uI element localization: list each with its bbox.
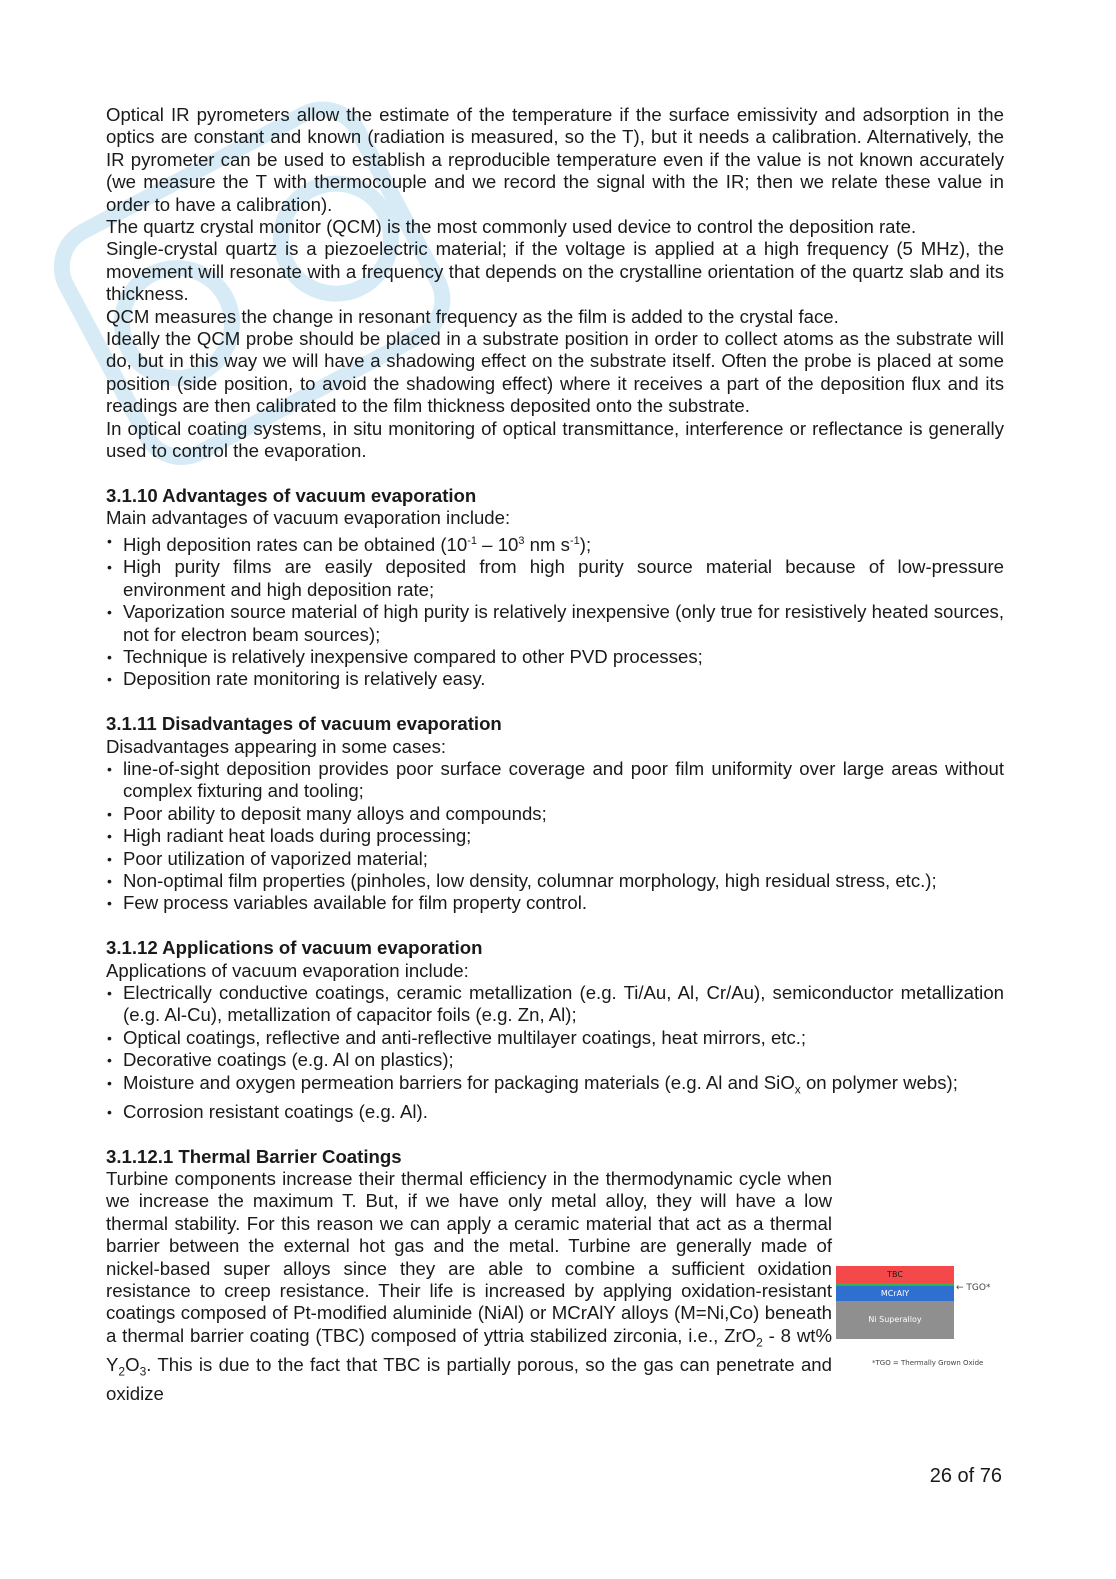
intro-paragraph: Ideally the QCM probe should be placed in a substrate position in order to collect atoms as the substrate will do, but in this way we will have a shadowing effect on the substrate itself. Often the probe is placed at some position (side position, to avoid the shadowing effect) where it receives a part of the deposition flux and its readings are then calibrated to the film thickness deposited onto the substrate. [106,328,1004,417]
disadvantages-list [106,758,1004,915]
list-item: • Few process variables available for film property control. [106,892,1004,914]
page-content [106,104,1004,1405]
section-heading: 3.1.12 Applications of vacuum evaporation [106,937,483,959]
intro-paragraph: QCM measures the change in resonant frequency as the film is added to the crystal face. [106,305,839,327]
tbc-paragraph: TBC MCrAlY Ni Superalloy ← TGO* *TGO = Thermally Grown Oxide Turbine components increase their thermal efficiency in the thermodynamic cycle when we increase the maximum T. But, if we have only metal alloy, they will have a low thermal stability. For this reason we can apply a ceramic material that act as a thermal barrier between the external hot gas and the metal. Turbine are generally made of nickel-based super alloys since they are able to combine a sufficient oxidation resistance to creep resistance. Their life is increased by applying oxidation-resistant coatings composed of Pt-modified aluminide (NiAl) or MCrAlY alloys (M=Ni,Co) beneath a thermal barrier coating (TBC) composed of yttria stabilized zirconia, i.e., ZrO$_2$ - 8 wt% $Y_2O_3$. This is due to the fact that TBC is partially porous, so the gas can penetrate and oxidize [106,1168,1004,1406]
applications-section [106,937,1004,1123]
list-item: • High radiant heat loads during processing; [106,825,1004,847]
figure-footnote: *TGO = Thermally Grown Oxide [872,1358,984,1367]
intro-paragraph: Optical IR pyrometers allow the estimate of the temperature if the surface emissivity and adsorption in the optics are constant and known (radiation is measured, so the T), but it needs a calibration. Alternatively, the IR pyrometer can be used to establish a reproducible temperature even if the value is not known accurately (we measure the T with thermocouple and we record the signal with the IR; then we relate these value in order to have a calibration). [106,104,1004,215]
advantages-section [106,485,1004,691]
list-item: • Electrically conductive coatings, ceramic metallization (e.g. Ti/Au, Al, Cr/Au), semiconductor metallization (e.g. Al-Cu), metallization of capacitor foils (e.g. Zn, Al); [106,982,1004,1027]
list-item: • Corrosion resistant coatings (e.g. Al). [106,1101,1004,1123]
list-item: • Vaporization source material of high purity is relatively inexpensive (only true for resistively heated sources, not for electron beam sources); [106,601,1004,646]
section-intro: Disadvantages appearing in some cases: [106,735,447,757]
tbc-layer-diagram [836,1256,1004,1366]
section-heading: 3.1.11 Disadvantages of vacuum evaporation [106,713,502,735]
tbc-layer: TBC [836,1266,954,1283]
tgo-label: ← TGO* [956,1282,991,1293]
tbc-section [106,1146,1004,1406]
list-item: • Poor ability to deposit many alloys and compounds; [106,803,1004,825]
ni-superalloy-layer: Ni Superalloy [836,1301,954,1339]
section-heading: 3.1.12.1 Thermal Barrier Coatings [106,1145,402,1167]
list-item: • Non-optimal film properties (pinholes, low density, columnar morphology, high residual stress, etc.); [106,870,1004,892]
list-item: • Optical coatings, reflective and anti-reflective multilayer coatings, heat mirrors, etc.; [106,1027,1004,1049]
list-item: • High purity films are easily deposited from high purity source material because of low-pressure environment and high deposition rate; [106,556,1004,601]
list-item: • Poor utilization of vaporized material; [106,848,1004,870]
advantages-list [106,530,1004,691]
list-item: • Technique is relatively inexpensive compared to other PVD processes; [106,646,1004,668]
section-intro: Applications of vacuum evaporation include: [106,959,469,981]
intro-paragraph: In optical coating systems, in situ monitoring of optical transmittance, interference or reflectance is generally used to control the evaporation. [106,417,1004,462]
page-number: 26 of 76 [929,1465,1002,1487]
section-heading: 3.1.10 Advantages of vacuum evaporation [106,484,477,506]
disadvantages-section [106,713,1004,915]
intro-paragraph: The quartz crystal monitor (QCM) is the most commonly used device to control the deposition rate. [106,216,917,238]
list-item: • High deposition rates can be obtained ($10^{-1} - 10^3$ nm $s^{-1}$); [106,530,1004,557]
list-item: • line-of-sight deposition provides poor surface coverage and poor film uniformity over large areas without complex fixturing and tooling; [106,758,1004,803]
applications-list [106,982,1004,1123]
list-item: • Moisture and oxygen permeation barriers for packaging materials (e.g. Al and SiO$_x$ on polymer webs); [106,1072,1004,1101]
intro-paragraph: Single-crystal quartz is a piezoelectric material; if the voltage is applied at a high frequency (5 MHz), the movement will resonate with a frequency that depends on the crystalline orientation of the quartz slab and its thickness. [106,238,1004,305]
list-item: • Decorative coatings (e.g. Al on plastics); [106,1049,1004,1071]
section-intro: Main advantages of vacuum evaporation include: [106,507,511,529]
list-item: • Deposition rate monitoring is relatively easy. [106,668,1004,690]
mcraly-layer: MCrAlY [836,1286,954,1301]
